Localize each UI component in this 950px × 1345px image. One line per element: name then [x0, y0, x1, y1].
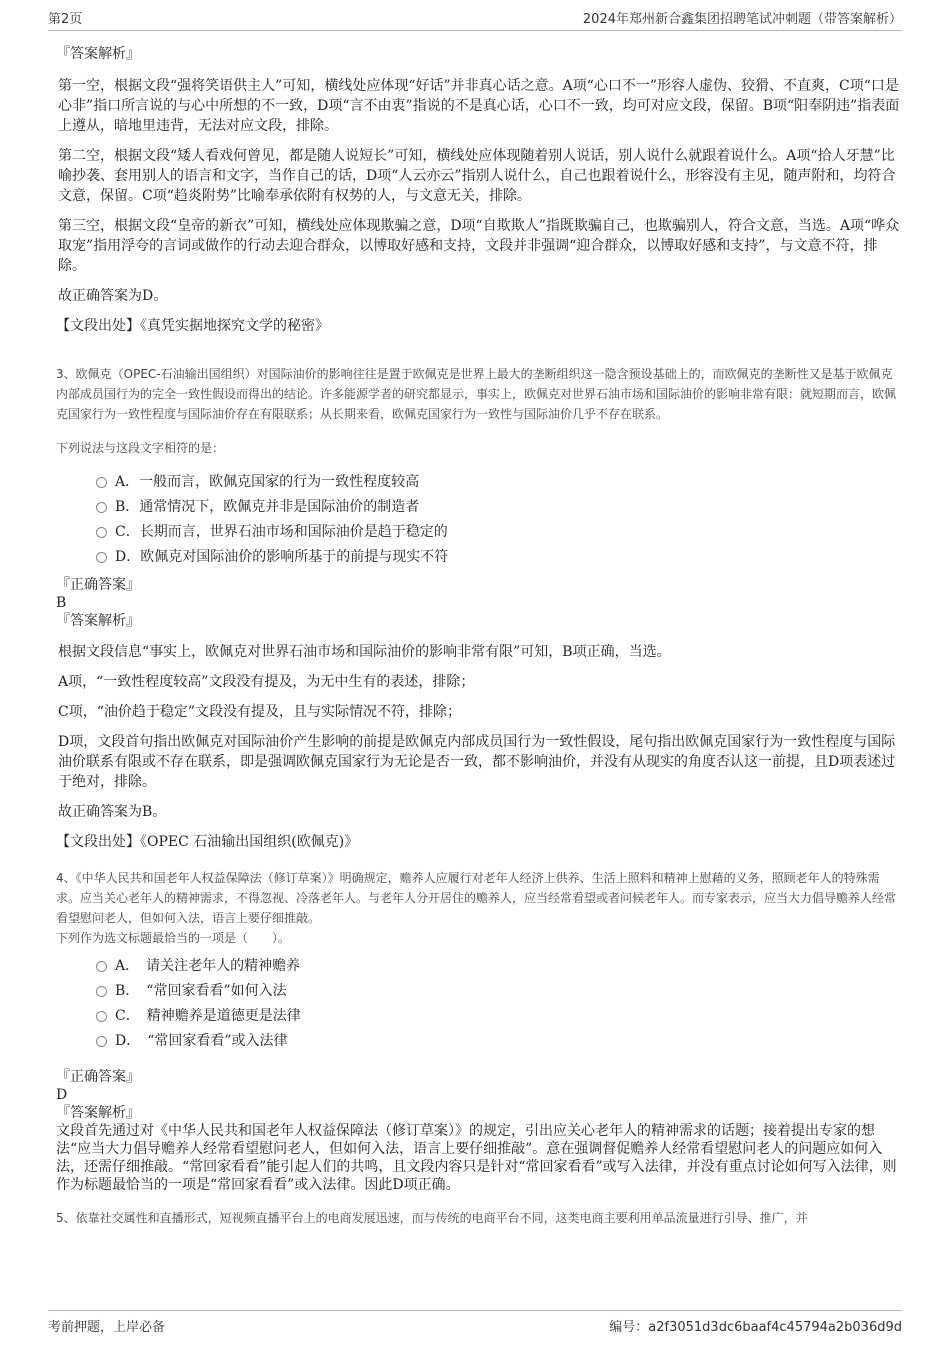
page-footer: [48, 1310, 902, 1335]
radio-icon[interactable]: [96, 1011, 107, 1022]
analysis-paragraph: 第一空，根据文段“强将笑语供主人”可知，横线处应体现“好话”并非真心话之意。A项“心口不一”形容人虚伪、狡猾、不直爽，C项“口是心非”指口所言说的与心中所想的不一致，D项“言不由衷”指说的不是真心话，心口不一致，均可对应文段，保留。B项“阳奉阴违”指表面上遵从，暗地里违背，无法对应文段，排除。: [58, 78, 900, 134]
question-stem: 4、《中华人民共和国老年人权益保障法（修订草案）》明确规定，赡养人应履行对老年人经济上供养、生活上照料和精神上慰藉的义务，照顾老年人的特殊需求。应当关心老年人的精神需求，不得忽视、冷落老年人。与老年人分开居住的赡养人，应当经常看望或者问候老年人。而专家表示，应当大力倡导赡养人经常看望慰问老人，但如何入法，语言上要仔细推敲。: [56, 871, 897, 925]
option-d[interactable]: [96, 1027, 901, 1052]
option-c[interactable]: [96, 518, 901, 543]
page-number: 第2页: [48, 12, 83, 27]
analysis-conclusion: 故正确答案为D。: [58, 288, 168, 304]
question-4: [56, 868, 901, 1194]
option-c[interactable]: [96, 1002, 901, 1027]
footer-slogan: 考前押题，上岸必备: [48, 1320, 166, 1335]
option-label: B．通常情况下，欧佩克并非是国际油价的制造者: [115, 498, 420, 515]
correct-answer-tag: 『正确答案』: [56, 1069, 140, 1085]
correct-answer-tag: 『正确答案』: [56, 577, 140, 593]
option-d[interactable]: [96, 543, 901, 568]
option-a[interactable]: [96, 952, 901, 977]
question-prompt: 下列说法与这段文字相符的是：: [56, 441, 225, 455]
radio-icon[interactable]: [96, 1036, 107, 1047]
analysis-paragraph: 根据文段信息“事实上，欧佩克对世界石油市场和国际油价的影响非常有限”可知，B项正确，当选。: [58, 644, 671, 660]
source-reference: 【文段出处】《真凭实据地探究文学的秘密》: [56, 318, 329, 334]
source-reference: 【文段出处】《OPEC 石油输出国组织(欧佩克)》: [56, 834, 359, 850]
option-a[interactable]: [96, 468, 901, 493]
question-5: [56, 1208, 901, 1228]
option-label: C．长期而言，世界石油市场和国际油价是趋于稳定的: [115, 523, 448, 540]
question-stem: 3、欧佩克（OPEC-石油输出国组织）对国际油价的影响往往是置于欧佩克是世界上最大的垄断组织这一隐含预设基础上的，而欧佩克的垄断性又是基于欧佩克内部成员国行为的完全一致性假设而得出的结论。许多能源学者的研究都显示，事实上，欧佩克对世界石油市场和国际油价的影响非常有限：就短期而言，欧佩克国家行为一致性程度与国际油价存在有限联系；从长期来看，欧佩克国家行为一致性与国际油价几乎不存在联系。: [56, 367, 897, 421]
radio-icon[interactable]: [96, 527, 107, 538]
analysis-tag: 『答案解析』: [56, 1105, 140, 1121]
analysis-paragraph: 第二空，根据文段“矮人看戏何曾见，都是随人说短长”可知，横线处应体现随着别人说话，别人说什么就跟着说什么。A项“拾人牙慧”比喻抄袭、套用别人的语言和文字，当作自己的话，D项“人云亦云”指别人说什么，自己也跟着说什么，形容没有主见，随声附和，均符合文意，保留。C项“趋炎附势”比喻奉承依附有权势的人，与文意无关，排除。: [58, 148, 896, 204]
option-b[interactable]: [96, 493, 901, 518]
option-label: A． 请关注老年人的精神赡养: [115, 957, 301, 974]
analysis-tag: 『答案解析』: [56, 613, 140, 629]
options-list: [96, 468, 901, 568]
option-label: D． “常回家看看”或入法律: [115, 1032, 288, 1049]
radio-icon[interactable]: [96, 961, 107, 972]
options-list: [96, 952, 901, 1052]
analysis-tag: 『答案解析』: [56, 46, 140, 62]
option-label: C． 精神赡养是道德更是法律: [115, 1007, 301, 1024]
analysis-paragraph: 第三空，根据文段“皇帝的新衣”可知，横线处应体现欺骗之意，D项“自欺欺人”指既欺骗自己，也欺骗别人，符合文意，当选。A项“哗众取宠”指用浮夸的言词或做作的行动去迎合群众，以博取好感和支持，文段并非强调“迎合群众，以博取好感和支持”，与文意不符，排除。: [58, 218, 900, 274]
question-3: [56, 364, 901, 852]
analysis-paragraph: A项，“一致性程度较高”文段没有提及，为无中生有的表述，排除；: [58, 674, 475, 690]
analysis-paragraph: C项，“油价趋于稳定”文段没有提及，且与实际情况不符，排除；: [58, 704, 462, 720]
radio-icon[interactable]: [96, 502, 107, 513]
document-title: 2024年郑州新合鑫集团招聘笔试冲刺题（带答案解析）: [582, 12, 902, 27]
option-label: D．欧佩克对国际油价的影响所基于的前提与现实不符: [115, 548, 449, 565]
page-header: [48, 8, 902, 31]
question-stem: 5、依靠社交属性和直播形式，短视频直播平台上的电商发展迅速，而与传统的电商平台不同，这类电商主要利用单品流量进行引导、推广，并: [56, 1211, 808, 1225]
radio-icon[interactable]: [96, 552, 107, 563]
option-label: B． “常回家看看”如何入法: [115, 982, 287, 999]
page-content: [56, 44, 901, 1228]
option-label: A．一般而言，欧佩克国家的行为一致性程度较高: [115, 473, 420, 490]
document-id: 编号：a2f3051d3dc6baaf4c45794a2b036d9d: [609, 1320, 902, 1335]
correct-answer: D: [56, 1087, 68, 1103]
option-b[interactable]: [96, 977, 901, 1002]
analysis-paragraph: D项，文段首句指出欧佩克对国际油价产生影响的前提是欧佩克内部成员国行为一致性假设，尾句指出欧佩克国家行为一致性程度与国际油价联系有限或不存在联系，即是强调欧佩克国家行为无论是否一致，都不影响油价，并没有从现实的角度否认这一前提，且D项表述过于绝对，排除。: [58, 734, 896, 790]
radio-icon[interactable]: [96, 477, 107, 488]
analysis-conclusion: 故正确答案为B。: [58, 804, 167, 820]
radio-icon[interactable]: [96, 986, 107, 997]
question-2-analysis: [56, 44, 901, 336]
correct-answer: B: [56, 595, 67, 611]
question-prompt: 下列作为选文标题最恰当的一项是（ ）。: [56, 931, 291, 945]
analysis-paragraph: 文段首先通过对《中华人民共和国老年人权益保障法（修订草案）》的规定，引出应关心老年人的精神需求的话题；接着提出专家的想法“应当大力倡导赡养人经常看望慰问老人，但如何入法，语言上要仔细推敲”。意在强调督促赡养人经常看望慰问老人的问题应如何入法，还需仔细推敲。“常回家看看”能引起人们的共鸣，且文段内容只是针对“常回家看看”或写入法律，并没有重点讨论如何写入法律，则作为标题最恰当的一项是“常回家看看”或入法律。因此D项正确。: [56, 1123, 897, 1193]
